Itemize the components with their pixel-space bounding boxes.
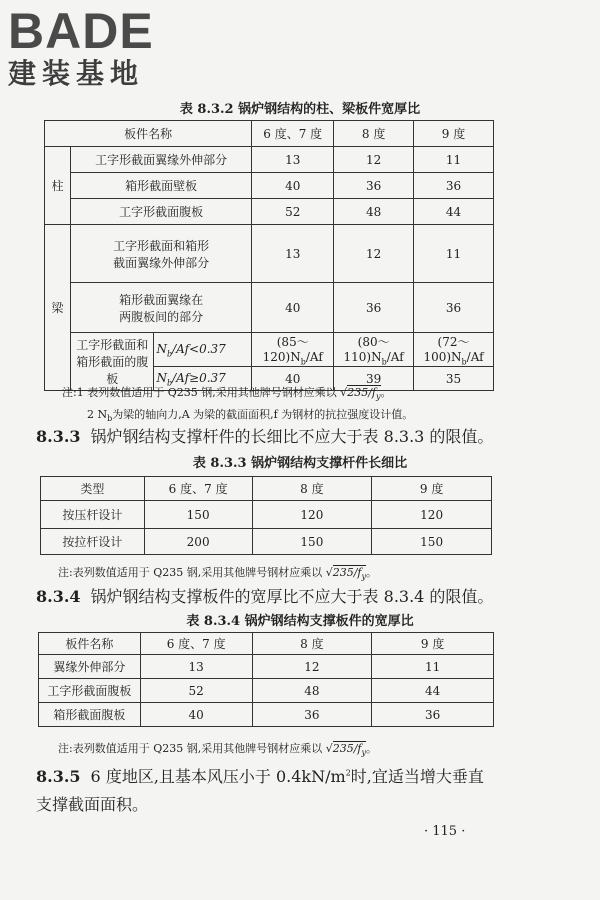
cell: 12 — [334, 225, 414, 283]
table-row — [45, 333, 494, 367]
row-name — [70, 225, 251, 283]
cell: 40 — [252, 173, 334, 199]
cell: 11 — [372, 655, 494, 679]
cell: 150 — [252, 529, 372, 555]
note-text: 注:表列数值适用于 Q235 钢,采用其他牌号钢材应乘以 — [58, 566, 326, 579]
header-cell: 8 度 — [252, 633, 372, 655]
row-name: 箱形截面壁板 — [70, 173, 251, 199]
header-cell: 6 度、7 度 — [144, 477, 252, 501]
cell: 120 — [252, 501, 372, 529]
logo-brand: BADE — [8, 3, 154, 59]
cell: 36 — [334, 173, 414, 199]
cell: 13 — [252, 225, 334, 283]
table-row — [39, 703, 494, 727]
clause-text: 锅炉钢结构支撑杆件的长细比不应大于表 8.3.3 的限值。 — [90, 427, 494, 446]
cell: 12 — [252, 655, 372, 679]
table-8-3-3-note — [58, 564, 377, 581]
cell-expr: (85～120)N — [262, 335, 309, 364]
clause-text: 时,宜适当增大垂直 — [350, 767, 484, 786]
row-name-line: 截面翼缘外伸部分 — [113, 255, 210, 270]
table-8-3-4-caption: 表 8.3.4 锅炉钢结构支撑板件的宽厚比 — [186, 614, 414, 629]
note-sub: b — [107, 414, 113, 424]
table-8-3-4-note — [58, 740, 377, 757]
clause-text: 6 度地区,且基本风压小于 0.4kN/m — [90, 767, 346, 786]
cond-rest: /Af<0.37 — [172, 341, 226, 356]
group-label-column: 柱 — [45, 147, 71, 225]
table-row — [45, 283, 494, 333]
sqrt-body: 235/f — [332, 742, 362, 755]
table-row — [39, 655, 494, 679]
table-row — [41, 501, 492, 529]
cell — [252, 333, 334, 367]
clause-sup: 2 — [345, 768, 351, 778]
row-name: 翼缘外伸部分 — [39, 655, 141, 679]
cell-expr: (80～110)N — [343, 335, 390, 364]
table-8-3-2-note-1 — [62, 384, 392, 401]
note-text: 注:表列数值适用于 Q235 钢,采用其他牌号钢材应乘以 — [58, 742, 326, 755]
header-cell: 6 度、7 度 — [252, 121, 334, 147]
table-8-3-3 — [40, 476, 492, 555]
cell: 36 — [334, 283, 414, 333]
cell: 36 — [414, 283, 494, 333]
cell-rest: /Af — [386, 350, 404, 364]
cond-n: N — [156, 341, 167, 356]
cell: 36 — [414, 173, 494, 199]
cell: 13 — [252, 147, 334, 173]
row-name-line: 箱形截面的腹板 — [76, 355, 149, 387]
cell: 40 — [252, 283, 334, 333]
row-name: 按拉杆设计 — [41, 529, 145, 555]
header-cell: 8 度 — [334, 121, 414, 147]
row-name: 工字形截面腹板 — [39, 679, 141, 703]
note-text: 为梁的轴向力,A 为梁的截面面积,f 为钢材的抗拉强度设计值。 — [112, 408, 414, 421]
table-row — [45, 173, 494, 199]
cell: 35 — [414, 367, 494, 391]
note-text: 注:1 表列数值适用于 Q235 钢,采用其他牌号钢材应乘以 — [62, 386, 341, 399]
cell-sub: b — [381, 357, 387, 367]
condition-cell — [154, 333, 252, 367]
group-label-beam: 梁 — [45, 225, 71, 391]
sqrt-sub: y — [361, 572, 367, 582]
header-cell: 类型 — [41, 477, 145, 501]
cell — [334, 333, 414, 367]
sqrt-expr — [332, 565, 367, 582]
note-end: 。 — [380, 386, 392, 399]
header-cell: 6 度、7 度 — [140, 633, 252, 655]
cell-sub: b — [461, 357, 467, 367]
header-cell: 8 度 — [252, 477, 372, 501]
logo-subtitle: 建装基地 — [8, 57, 145, 90]
page-number: · 115 · — [424, 824, 466, 839]
cell: 13 — [140, 655, 252, 679]
row-name-line: 两腹板间的部分 — [119, 309, 204, 324]
cell: 39 — [334, 367, 414, 391]
cell-rest: /Af — [305, 350, 323, 364]
table-row — [39, 679, 494, 703]
table-row — [45, 199, 494, 225]
row-name-line: 箱形截面翼缘在 — [119, 292, 204, 307]
cell: 200 — [144, 529, 252, 555]
clause-number: 8.3.3 — [36, 427, 81, 446]
clause-8-3-4 — [36, 584, 493, 607]
table-row — [41, 529, 492, 555]
sqrt-expr — [332, 741, 367, 758]
cell: 48 — [252, 679, 372, 703]
logo — [8, 3, 178, 90]
table-8-3-2 — [44, 120, 494, 391]
note-end: 。 — [366, 566, 378, 579]
table-8-3-2-note-2 — [87, 406, 413, 423]
row-name-line: 工字形截面和 — [76, 338, 149, 353]
cond-sub: b — [166, 348, 173, 358]
cell: 52 — [252, 199, 334, 225]
cell-rest: /Af — [466, 350, 484, 364]
cell: 11 — [414, 147, 494, 173]
cell: 36 — [252, 703, 372, 727]
clause-8-3-5-line-1 — [36, 764, 484, 787]
table-row — [45, 225, 494, 283]
cell: 36 — [372, 703, 494, 727]
table-header-row — [45, 121, 494, 147]
table-8-3-3-caption: 表 8.3.3 锅炉钢结构支撑杆件长细比 — [192, 456, 408, 471]
cond-sub: b — [166, 378, 173, 388]
sqrt-sign: √ — [325, 566, 333, 579]
sqrt-expr — [347, 385, 381, 402]
cell: 150 — [144, 501, 252, 529]
cell: 11 — [414, 225, 494, 283]
row-name — [70, 283, 251, 333]
note-text: 2 N — [87, 408, 108, 421]
cell: 44 — [414, 199, 494, 225]
sqrt-body: 235/f — [332, 566, 362, 579]
header-cell: 9 度 — [372, 477, 492, 501]
row-name: 箱形截面腹板 — [39, 703, 141, 727]
sqrt-sub: y — [361, 748, 367, 758]
clause-number: 8.3.5 — [36, 767, 81, 786]
clause-8-3-5-line-2: 支撑截面面积。 — [36, 795, 149, 814]
sqrt-sign: √ — [325, 742, 333, 755]
cell-sub: b — [300, 357, 306, 367]
header-cell: 板件名称 — [39, 633, 141, 655]
cond-n: N — [156, 370, 167, 385]
cell — [414, 333, 494, 367]
clause-number: 8.3.4 — [36, 587, 81, 606]
note-end: 。 — [366, 742, 378, 755]
cell: 150 — [372, 529, 492, 555]
row-name-line: 工字形截面和箱形 — [113, 238, 210, 253]
cell: 120 — [372, 501, 492, 529]
cell: 12 — [334, 147, 414, 173]
row-name: 工字形截面腹板 — [70, 199, 251, 225]
table-row — [45, 147, 494, 173]
cell: 48 — [334, 199, 414, 225]
cell: 52 — [140, 679, 252, 703]
cond-rest: /Af≥0.37 — [172, 370, 226, 385]
cell-expr: (72～100)N — [423, 335, 470, 364]
table-8-3-2-caption: 表 8.3.2 锅炉钢结构的柱、梁板件宽厚比 — [179, 102, 421, 117]
clause-text: 锅炉钢结构支撑板件的宽厚比不应大于表 8.3.4 的限值。 — [90, 587, 494, 606]
cell: 40 — [252, 367, 334, 391]
clause-8-3-3 — [36, 424, 493, 447]
table-header-row — [41, 477, 492, 501]
sqrt-body: 235/f — [347, 386, 376, 399]
cell: 44 — [372, 679, 494, 703]
row-name: 工字形截面翼缘外伸部分 — [70, 147, 251, 173]
table-8-3-4 — [38, 632, 494, 727]
sqrt-sub: y — [376, 392, 381, 402]
row-name — [70, 333, 154, 391]
sqrt-sign: √ — [340, 386, 348, 399]
header-cell: 板件名称 — [45, 121, 252, 147]
header-cell: 9 度 — [414, 121, 494, 147]
table-header-row — [39, 633, 494, 655]
cell: 40 — [140, 703, 252, 727]
row-name: 按压杆设计 — [41, 501, 145, 529]
header-cell: 9 度 — [372, 633, 494, 655]
